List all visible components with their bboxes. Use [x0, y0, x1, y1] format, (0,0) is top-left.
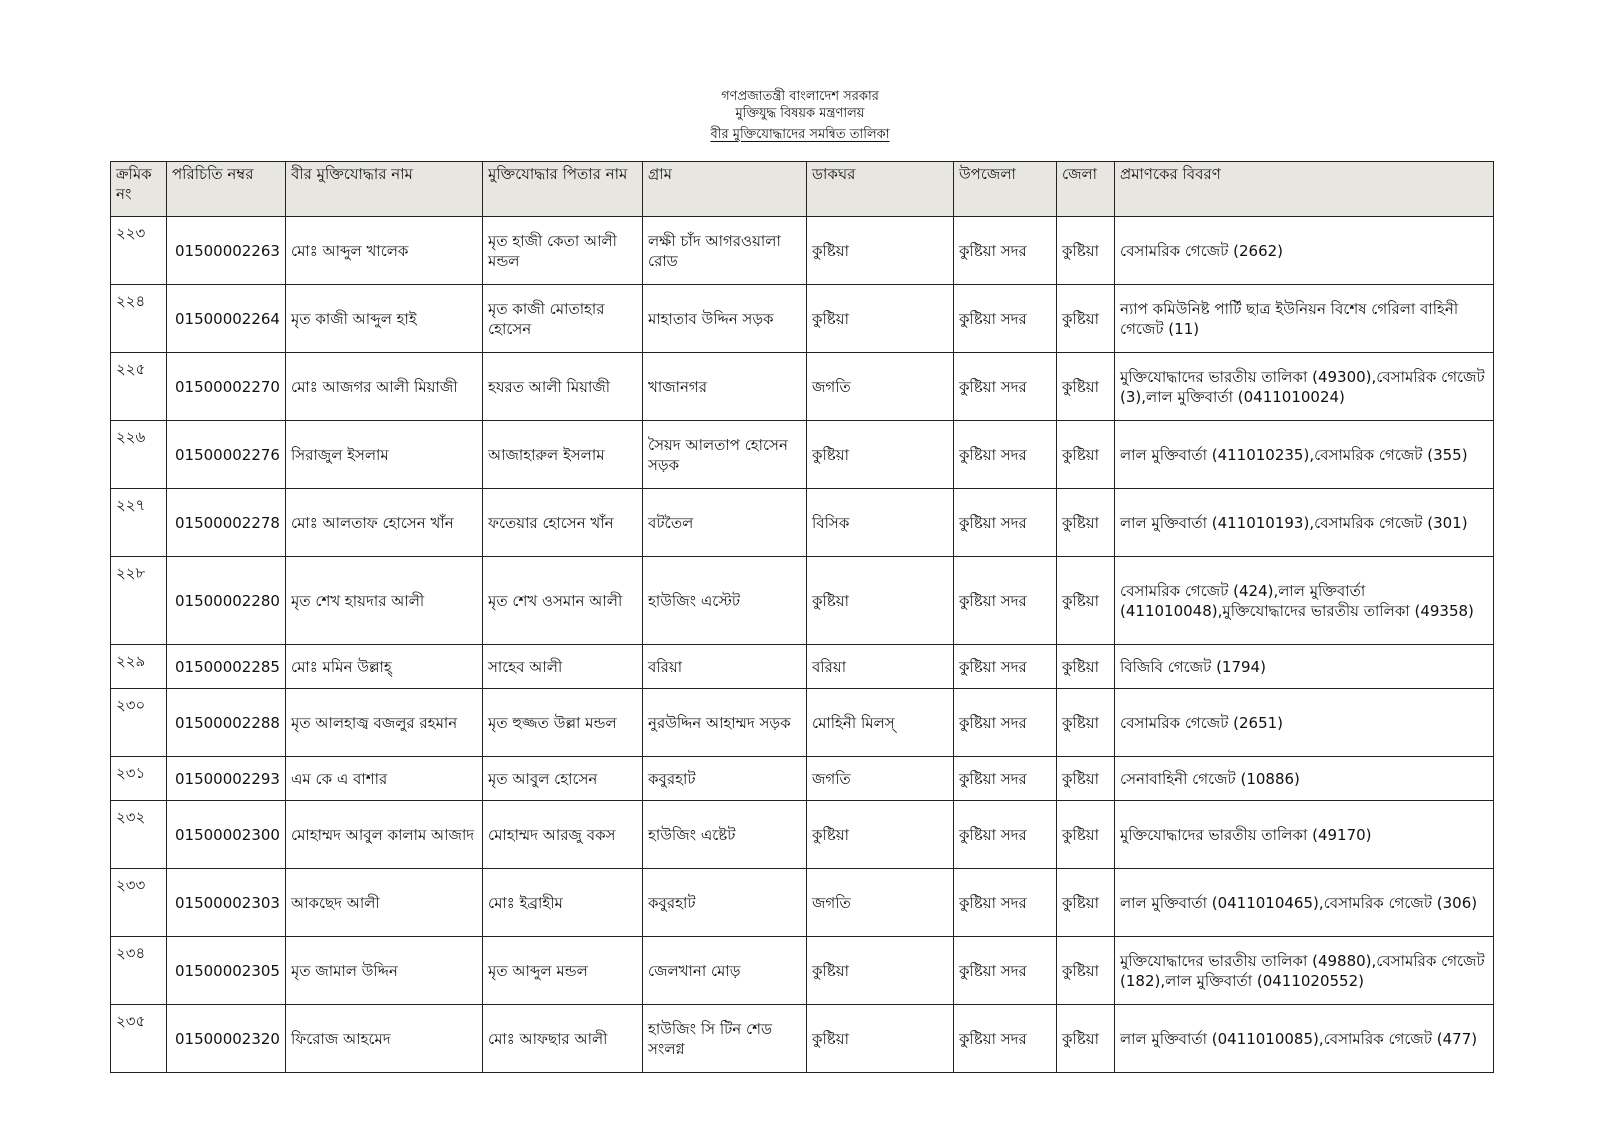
district-cell: কুষ্টিয়া	[1057, 421, 1115, 489]
post-office-cell: বরিয়া	[807, 645, 954, 689]
name-cell: মৃত শেখ হায়দার আলী	[286, 557, 483, 645]
serial-cell: ২২৯	[111, 645, 167, 689]
post-office-cell: জগতি	[807, 353, 954, 421]
name-cell: সিরাজুল ইসলাম	[286, 421, 483, 489]
post-office-cell: কুষ্টিয়া	[807, 421, 954, 489]
column-header: উপজেলা	[954, 162, 1057, 217]
district-cell: কুষ্টিয়া	[1057, 489, 1115, 557]
village-cell: কবুরহাট	[643, 757, 807, 801]
father-cell: মৃত হাজী কেতা আলী মন্ডল	[483, 217, 643, 285]
post-office-cell: কুষ্টিয়া	[807, 801, 954, 869]
village-cell: কবুরহাট	[643, 869, 807, 937]
column-header: পরিচিতি নম্বর	[167, 162, 286, 217]
proof-cell: লাল মুক্তিবার্তা (0411010085),বেসামরিক গেজেট (477)	[1115, 1005, 1494, 1073]
proof-cell: সেনাবাহিনী গেজেট (10886)	[1115, 757, 1494, 801]
id-cell: 01500002263	[167, 217, 286, 285]
upazila-cell: কুষ্টিয়া সদর	[954, 489, 1057, 557]
name-cell: মৃত জামাল উদ্দিন	[286, 937, 483, 1005]
table-row	[111, 489, 1494, 557]
serial-cell: ২৩৫	[111, 1005, 167, 1073]
post-office-cell: কুষ্টিয়া	[807, 1005, 954, 1073]
name-cell: মোহাম্মদ আবুল কালাম আজাদ	[286, 801, 483, 869]
village-cell: নুরউদ্দিন আহাম্মদ সড়ক	[643, 689, 807, 757]
header-government: গণপ্রজাতন্ত্রী বাংলাদেশ সরকার	[721, 89, 879, 104]
village-cell: লক্ষী চাঁদ আগরওয়ালা রোড	[643, 217, 807, 285]
village-cell: বরিয়া	[643, 645, 807, 689]
upazila-cell: কুষ্টিয়া সদর	[954, 1005, 1057, 1073]
table-row	[111, 421, 1494, 489]
column-header: প্রমাণকের বিবরণ	[1115, 162, 1494, 217]
id-cell: 01500002278	[167, 489, 286, 557]
proof-cell: মুক্তিযোদ্ধাদের ভারতীয় তালিকা (49880),বেসামরিক গেজেট (182),লাল মুক্তিবার্তা (0411020552)	[1115, 937, 1494, 1005]
post-office-cell: জগতি	[807, 757, 954, 801]
serial-cell: ২২৪	[111, 285, 167, 353]
village-cell: হাউজিং সি টিন শেড সংলগ্ন	[643, 1005, 807, 1073]
id-cell: 01500002320	[167, 1005, 286, 1073]
father-cell: ফতেয়ার হোসেন খাঁন	[483, 489, 643, 557]
village-cell: হাউজিং এষ্টেট	[643, 801, 807, 869]
name-cell: মোঃ আলতাফ হোসেন খাঁন	[286, 489, 483, 557]
father-cell: মোঃ আফছার আলী	[483, 1005, 643, 1073]
post-office-cell: কুষ্টিয়া	[807, 285, 954, 353]
post-office-cell: জগতি	[807, 869, 954, 937]
father-cell: সাহেব আলী	[483, 645, 643, 689]
village-cell: বটতৈল	[643, 489, 807, 557]
name-cell: মৃত কাজী আব্দুল হাই	[286, 285, 483, 353]
district-cell: কুষ্টিয়া	[1057, 801, 1115, 869]
id-cell: 01500002305	[167, 937, 286, 1005]
table-row	[111, 285, 1494, 353]
name-cell: মোঃ আব্দুল খালেক	[286, 217, 483, 285]
district-cell: কুষ্টিয়া	[1057, 869, 1115, 937]
table-row	[111, 1005, 1494, 1073]
district-cell: কুষ্টিয়া	[1057, 757, 1115, 801]
table-row	[111, 869, 1494, 937]
proof-cell: লাল মুক্তিবার্তা (411010235),বেসামরিক গেজেট (355)	[1115, 421, 1494, 489]
upazila-cell: কুষ্টিয়া সদর	[954, 285, 1057, 353]
document-header	[0, 88, 1600, 143]
proof-cell: ন্যাপ কমিউনিষ্ট পার্টি ছাত্র ইউনিয়ন বিশেষ গেরিলা বাহিনী গেজেট (11)	[1115, 285, 1494, 353]
father-cell: মৃত কাজী মোতাহার হোসেন	[483, 285, 643, 353]
id-cell: 01500002293	[167, 757, 286, 801]
father-cell: হযরত আলী মিয়াজী	[483, 353, 643, 421]
name-cell: মোঃ মমিন উল্লাহ্	[286, 645, 483, 689]
district-cell: কুষ্টিয়া	[1057, 557, 1115, 645]
post-office-cell: বিসিক	[807, 489, 954, 557]
column-header: গ্রাম	[643, 162, 807, 217]
proof-cell: বেসামরিক গেজেট (2651)	[1115, 689, 1494, 757]
district-cell: কুষ্টিয়া	[1057, 937, 1115, 1005]
id-cell: 01500002264	[167, 285, 286, 353]
district-cell: কুষ্টিয়া	[1057, 1005, 1115, 1073]
id-cell: 01500002288	[167, 689, 286, 757]
father-cell: আজাহারুল ইসলাম	[483, 421, 643, 489]
id-cell: 01500002276	[167, 421, 286, 489]
serial-cell: ২৩০	[111, 689, 167, 757]
upazila-cell: কুষ্টিয়া সদর	[954, 421, 1057, 489]
table-row	[111, 557, 1494, 645]
name-cell: আকছেদ আলী	[286, 869, 483, 937]
name-cell: মৃত আলহাজ্ব বজলুর রহমান	[286, 689, 483, 757]
id-cell: 01500002280	[167, 557, 286, 645]
name-cell: এম কে এ বাশার	[286, 757, 483, 801]
post-office-cell: কুষ্টিয়া	[807, 937, 954, 1005]
father-cell: মৃত আব্দুল মন্ডল	[483, 937, 643, 1005]
serial-cell: ২২৩	[111, 217, 167, 285]
serial-cell: ২২৭	[111, 489, 167, 557]
name-cell: ফিরোজ আহমেদ	[286, 1005, 483, 1073]
father-cell: মৃত হুজ্জত উল্লা মন্ডল	[483, 689, 643, 757]
serial-cell: ২২৬	[111, 421, 167, 489]
table-header-row	[111, 162, 1494, 217]
table-row	[111, 353, 1494, 421]
upazila-cell: কুষ্টিয়া সদর	[954, 645, 1057, 689]
header-list-title: বীর মুক্তিযোদ্ধাদের সমন্বিত তালিকা	[710, 127, 890, 142]
district-cell: কুষ্টিয়া	[1057, 285, 1115, 353]
serial-cell: ২৩২	[111, 801, 167, 869]
upazila-cell: কুষ্টিয়া সদর	[954, 869, 1057, 937]
village-cell: জেলখানা মোড়	[643, 937, 807, 1005]
proof-cell: মুক্তিযোদ্ধাদের ভারতীয় তালিকা (49170)	[1115, 801, 1494, 869]
upazila-cell: কুষ্টিয়া সদর	[954, 757, 1057, 801]
id-cell: 01500002303	[167, 869, 286, 937]
column-header: ক্রমিক নং	[111, 162, 167, 217]
name-cell: মোঃ আজগর আলী মিয়াজী	[286, 353, 483, 421]
column-header: ডাকঘর	[807, 162, 954, 217]
table-row	[111, 217, 1494, 285]
table-row	[111, 689, 1494, 757]
serial-cell: ২৩৪	[111, 937, 167, 1005]
post-office-cell: কুষ্টিয়া	[807, 557, 954, 645]
father-cell: মৃত শেখ ওসমান আলী	[483, 557, 643, 645]
table-row	[111, 937, 1494, 1005]
column-header: জেলা	[1057, 162, 1115, 217]
father-cell: মোঃ ইব্রাহীম	[483, 869, 643, 937]
proof-cell: বেসামরিক গেজেট (424),লাল মুক্তিবার্তা (411010048),মুক্তিযোদ্ধাদের ভারতীয় তালিকা (49358)	[1115, 557, 1494, 645]
father-cell: মোহাম্মদ আরজু বকস	[483, 801, 643, 869]
proof-cell: বেসামরিক গেজেট (2662)	[1115, 217, 1494, 285]
upazila-cell: কুষ্টিয়া সদর	[954, 937, 1057, 1005]
upazila-cell: কুষ্টিয়া সদর	[954, 217, 1057, 285]
upazila-cell: কুষ্টিয়া সদর	[954, 689, 1057, 757]
district-cell: কুষ্টিয়া	[1057, 645, 1115, 689]
proof-cell: বিজিবি গেজেট (1794)	[1115, 645, 1494, 689]
village-cell: সৈয়দ আলতাপ হোসেন সড়ক	[643, 421, 807, 489]
table-row	[111, 645, 1494, 689]
id-cell: 01500002300	[167, 801, 286, 869]
serial-cell: ২২৮	[111, 557, 167, 645]
table-row	[111, 801, 1494, 869]
serial-cell: ২৩৩	[111, 869, 167, 937]
proof-cell: লাল মুক্তিবার্তা (0411010465),বেসামরিক গেজেট (306)	[1115, 869, 1494, 937]
id-cell: 01500002270	[167, 353, 286, 421]
district-cell: কুষ্টিয়া	[1057, 353, 1115, 421]
id-cell: 01500002285	[167, 645, 286, 689]
table-row	[111, 757, 1494, 801]
serial-cell: ২২৫	[111, 353, 167, 421]
district-cell: কুষ্টিয়া	[1057, 217, 1115, 285]
column-header: মুক্তিযোদ্ধার পিতার নাম	[483, 162, 643, 217]
upazila-cell: কুষ্টিয়া সদর	[954, 353, 1057, 421]
header-ministry: মুক্তিযুদ্ধ বিষয়ক মন্ত্রণালয়	[735, 106, 865, 121]
post-office-cell: কুষ্টিয়া	[807, 217, 954, 285]
upazila-cell: কুষ্টিয়া সদর	[954, 557, 1057, 645]
proof-cell: মুক্তিযোদ্ধাদের ভারতীয় তালিকা (49300),বেসামরিক গেজেট (3),লাল মুক্তিবার্তা (0411010024)	[1115, 353, 1494, 421]
village-cell: খাজানগর	[643, 353, 807, 421]
freedom-fighters-table	[110, 161, 1494, 1073]
district-cell: কুষ্টিয়া	[1057, 689, 1115, 757]
post-office-cell: মোহিনী মিলস্	[807, 689, 954, 757]
village-cell: মাহাতাব উদ্দিন সড়ক	[643, 285, 807, 353]
serial-cell: ২৩১	[111, 757, 167, 801]
father-cell: মৃত আবুল হোসেন	[483, 757, 643, 801]
upazila-cell: কুষ্টিয়া সদর	[954, 801, 1057, 869]
column-header: বীর মুক্তিযোদ্ধার নাম	[286, 162, 483, 217]
village-cell: হাউজিং এস্টেট	[643, 557, 807, 645]
proof-cell: লাল মুক্তিবার্তা (411010193),বেসামরিক গেজেট (301)	[1115, 489, 1494, 557]
